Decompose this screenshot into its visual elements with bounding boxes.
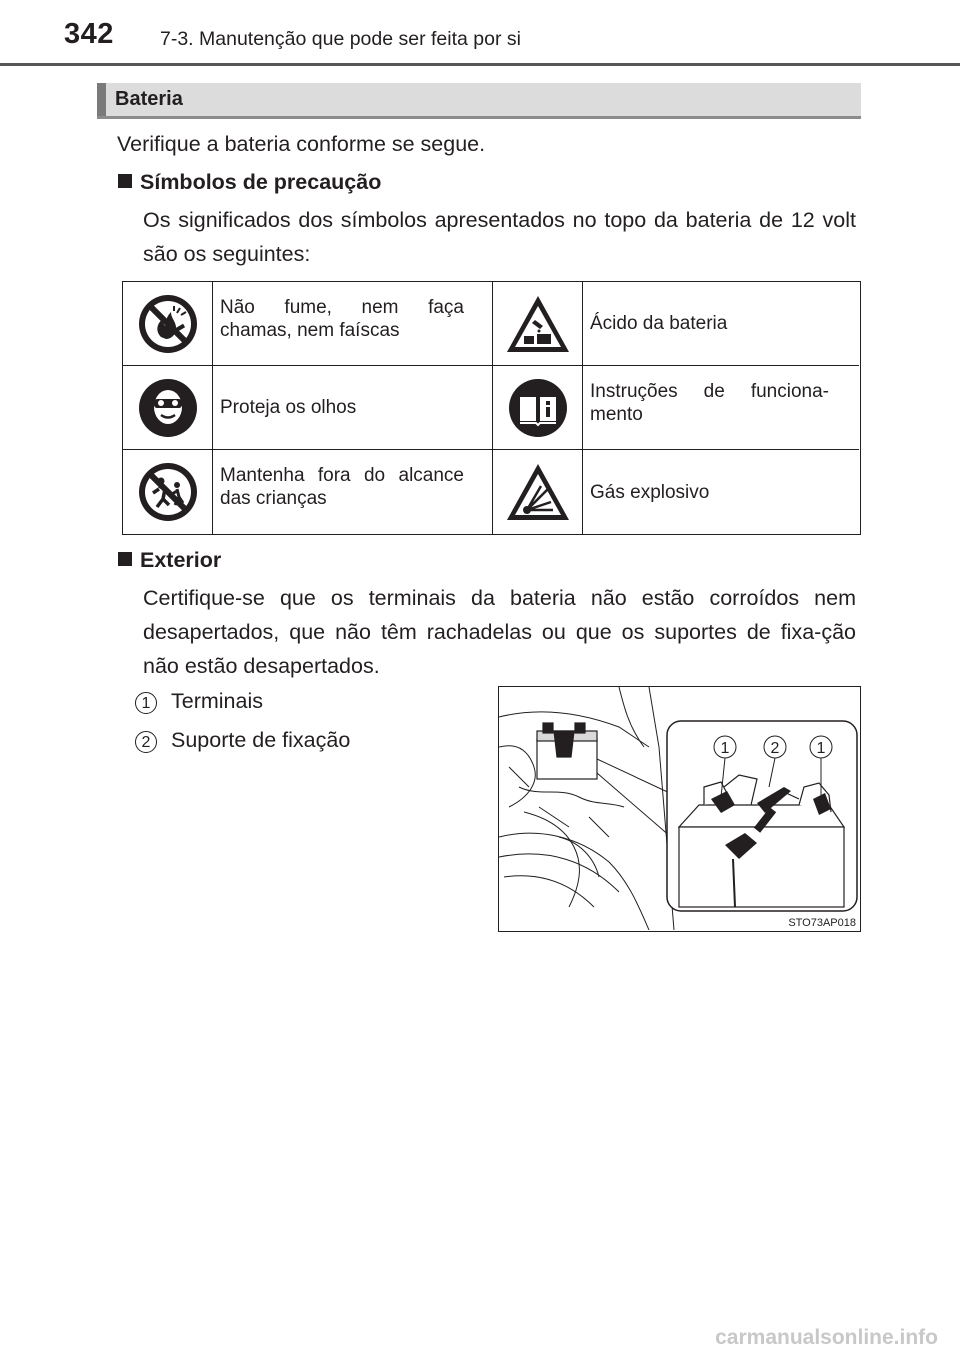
figure-label: 1 (816, 740, 826, 757)
battery-acid-icon (493, 282, 583, 365)
section-accent (97, 83, 106, 116)
symbol-label-explosive: Gás explosivo (590, 481, 710, 503)
symbol-label-children: Mantenha fora do alcance das crianças (213, 450, 493, 534)
table-row (123, 450, 859, 534)
symbol-label-no-smoking: Não fume, nem faça chamas, nem faíscas (213, 282, 493, 365)
section-title: Bateria (115, 88, 183, 110)
eye-protection-icon (123, 366, 213, 449)
exterior-heading (118, 548, 221, 573)
precaution-heading (118, 170, 381, 195)
battery-illustration (498, 686, 861, 932)
intro-text: Verifique a bateria conforme se segue. (117, 132, 486, 156)
callout-number: 2 (135, 731, 157, 753)
callout-label: Suporte de fixação (170, 728, 351, 752)
chapter-title: 7-3. Manutenção que pode ser feita por si (160, 28, 521, 50)
precaution-heading-text: Símbolos de precaução (140, 170, 382, 194)
figure-code: STO73AP018 (788, 917, 856, 929)
operating-instructions-icon (493, 366, 583, 449)
explosive-gas-icon (493, 450, 583, 534)
bullet-square-icon (118, 552, 132, 566)
page-number: 342 (64, 18, 114, 50)
callout-bracket (135, 728, 350, 753)
symbol-label-eyes: Proteja os olhos (213, 366, 493, 449)
figure-label: 2 (770, 740, 780, 757)
no-smoking-flames-icon (123, 282, 213, 365)
exterior-heading-text: Exterior (140, 548, 222, 572)
watermark: carmanualsonline.info (715, 1326, 938, 1349)
table-row (123, 282, 859, 366)
callout-terminals (135, 689, 263, 714)
symbols-table (122, 281, 861, 535)
bullet-square-icon (118, 174, 132, 188)
exterior-text: Certifique-se que os terminais da bateria não estão corroídos nem desapertados, que não têm rachadelas ou que os suportes de fixa-ção não estão desapertados. (143, 586, 856, 678)
header-divider (0, 63, 960, 66)
callout-number: 1 (135, 692, 157, 714)
section-header (97, 83, 861, 119)
table-row (123, 366, 859, 450)
engine-bay-drawing (499, 687, 859, 930)
symbol-label-acid: Ácido da bateria (590, 313, 728, 334)
precaution-text: Os significados dos símbolos apresentados no topo da bateria de 12 volt são os seguintes: (143, 208, 856, 266)
symbol-label-instructions: Instruções de funciona-mento (590, 381, 829, 425)
figure-label: 1 (720, 740, 730, 757)
callout-label: Terminais (170, 689, 263, 713)
keep-away-children-icon (123, 450, 213, 534)
